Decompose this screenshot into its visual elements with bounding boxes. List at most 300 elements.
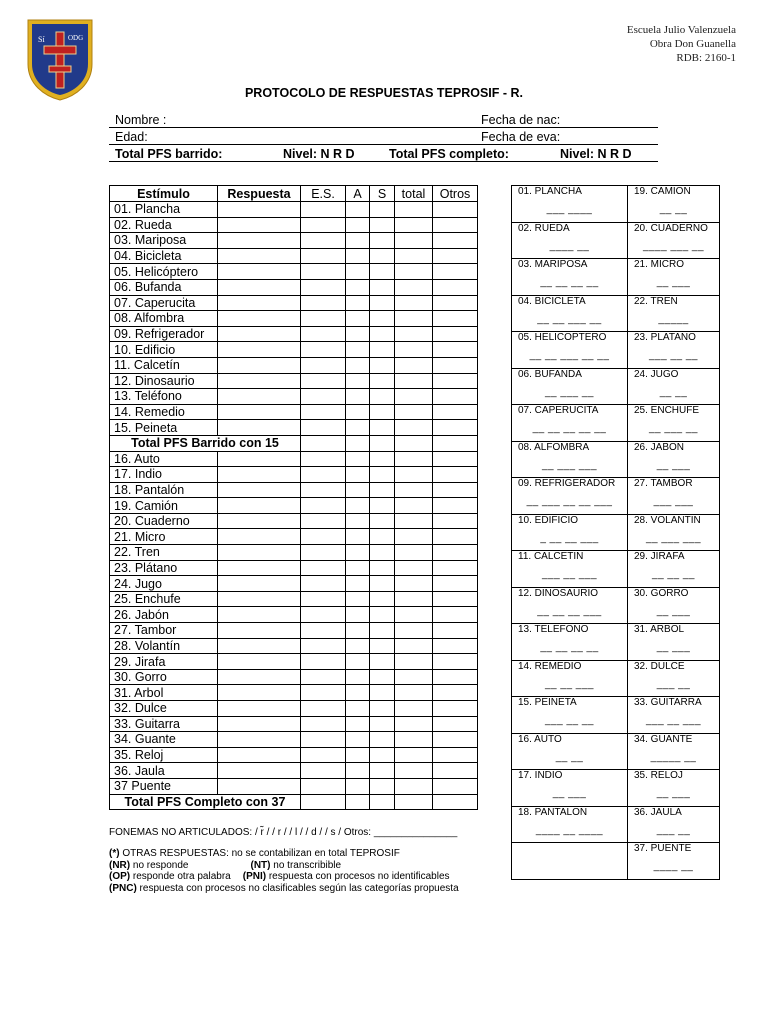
s-cell[interactable] [370,404,395,420]
syllable-cell[interactable] [512,624,628,661]
syllable-cell[interactable] [512,222,628,259]
otros-cell[interactable] [433,420,478,436]
a-cell[interactable] [346,326,370,342]
es-cell[interactable] [301,794,346,810]
a-cell[interactable] [346,576,370,592]
otros-cell[interactable] [433,264,478,280]
a-cell[interactable] [346,763,370,779]
otros-cell[interactable] [433,326,478,342]
es-cell[interactable] [301,482,346,498]
total-cell[interactable] [395,778,433,794]
syllable-cell[interactable] [628,624,720,661]
total-cell[interactable] [395,701,433,717]
otros-cell[interactable] [433,763,478,779]
total-cell[interactable] [395,420,433,436]
s-cell[interactable] [370,654,395,670]
a-cell[interactable] [346,701,370,717]
s-cell[interactable] [370,747,395,763]
otros-cell[interactable] [433,747,478,763]
syllable-blanks: __ __ ___ __ __ [529,350,610,361]
total-cell[interactable] [395,747,433,763]
syllable-cell[interactable] [512,697,628,734]
otros-cell[interactable] [433,529,478,545]
otros-cell[interactable] [433,295,478,311]
syllable-cell[interactable] [628,660,720,697]
a-cell[interactable] [346,451,370,467]
s-cell[interactable] [370,342,395,358]
s-cell[interactable] [370,638,395,654]
syllable-cell[interactable] [628,186,720,223]
otros-cell[interactable] [433,560,478,576]
es-cell[interactable] [301,747,346,763]
total-cell[interactable] [395,248,433,264]
respuesta-cell[interactable] [218,451,301,467]
respuesta-cell[interactable] [218,311,301,327]
respuesta-cell[interactable] [218,389,301,405]
respuesta-cell[interactable] [218,373,301,389]
estimulo-cell: 25. Enchufe [110,591,218,607]
s-cell[interactable] [370,482,395,498]
s-cell[interactable] [370,732,395,748]
table-row [110,389,478,405]
otros-cell[interactable] [433,311,478,327]
total-cell[interactable] [395,451,433,467]
total-cell[interactable] [395,311,433,327]
syllable-word-label: 06. BUFANDA [518,368,582,380]
es-cell[interactable] [301,685,346,701]
es-cell[interactable] [301,498,346,514]
syllable-cell[interactable] [512,441,628,478]
respuesta-cell[interactable] [218,202,301,218]
s-cell[interactable] [370,264,395,280]
s-cell[interactable] [370,607,395,623]
respuesta-cell[interactable] [218,326,301,342]
otros-cell[interactable] [433,498,478,514]
syllable-cell[interactable] [512,295,628,332]
otros-cell[interactable] [433,638,478,654]
es-cell[interactable] [301,435,346,451]
a-cell[interactable] [346,560,370,576]
table-row [110,326,478,342]
s-cell[interactable] [370,233,395,249]
estimulo-cell: 02. Rueda [110,217,218,233]
es-cell[interactable] [301,202,346,218]
otros-cell[interactable] [433,545,478,561]
respuesta-cell[interactable] [218,248,301,264]
a-cell[interactable] [346,279,370,295]
syllable-cell[interactable] [512,405,628,442]
total-cell[interactable] [395,264,433,280]
total-cell[interactable] [395,529,433,545]
header-row-age [109,128,658,145]
total-cell[interactable] [395,607,433,623]
otros-cell[interactable] [433,202,478,218]
respuesta-cell[interactable] [218,404,301,420]
syllable-row [512,405,720,442]
es-cell[interactable] [301,513,346,529]
s-cell[interactable] [370,513,395,529]
respuesta-cell[interactable] [218,716,301,732]
total-cell[interactable] [395,685,433,701]
syllable-cell[interactable] [512,551,628,588]
es-cell[interactable] [301,342,346,358]
s-cell[interactable] [370,529,395,545]
syllable-cell[interactable] [512,332,628,369]
total-cell[interactable] [395,326,433,342]
s-cell[interactable] [370,794,395,810]
syllable-cell[interactable] [628,441,720,478]
estimulo-cell: 19. Camión [110,498,218,514]
total-cell[interactable] [395,217,433,233]
total-cell[interactable] [395,357,433,373]
syllable-cell[interactable] [628,514,720,551]
es-cell[interactable] [301,295,346,311]
a-cell[interactable] [346,607,370,623]
a-cell[interactable] [346,389,370,405]
total-cell[interactable] [395,233,433,249]
school-organization: Obra Don Guanella [649,38,736,50]
syllable-cell[interactable] [512,770,628,807]
otros-cell[interactable] [433,233,478,249]
syllable-word-label: 31. ARBOL [634,624,685,635]
otros-cell[interactable] [433,623,478,639]
es-cell[interactable] [301,357,346,373]
es-cell[interactable] [301,420,346,436]
table-row [110,716,478,732]
respuesta-cell[interactable] [218,607,301,623]
syllable-cell[interactable] [628,222,720,259]
syllable-word-label: 24. JUGO [634,368,679,380]
respuesta-cell[interactable] [218,217,301,233]
syllable-word-label: 03. MARIPOSA [518,259,588,270]
es-cell[interactable] [301,778,346,794]
otros-cell[interactable] [433,685,478,701]
total-cell[interactable] [395,763,433,779]
respuesta-cell[interactable] [218,342,301,358]
syllable-blanks: __ __ [659,386,688,398]
syllable-cell[interactable] [628,368,720,405]
respuesta-cell[interactable] [218,654,301,670]
otros-cell[interactable] [433,591,478,607]
es-cell[interactable] [301,373,346,389]
s-cell[interactable] [370,357,395,373]
estimulo-cell: 34. Guante [110,732,218,748]
respuesta-cell[interactable] [218,357,301,373]
respuesta-cell[interactable] [218,638,301,654]
a-cell[interactable] [346,654,370,670]
syllable-blanks: _____ __ [650,751,697,763]
school-rdb: RDB: 2160-1 [676,52,736,64]
a-cell[interactable] [346,591,370,607]
a-cell[interactable] [346,248,370,264]
s-cell[interactable] [370,248,395,264]
total-cell[interactable] [395,794,433,810]
a-cell[interactable] [346,420,370,436]
total-cell[interactable] [395,202,433,218]
respuesta-cell[interactable] [218,701,301,717]
respuesta-cell[interactable] [218,279,301,295]
total-cell[interactable] [395,373,433,389]
syllable-cell[interactable] [512,514,628,551]
respuesta-cell[interactable] [218,732,301,748]
syllable-cell[interactable] [512,843,628,880]
otros-cell[interactable] [433,342,478,358]
respuesta-cell[interactable] [218,498,301,514]
respuesta-cell[interactable] [218,529,301,545]
syllable-cell[interactable] [512,660,628,697]
es-cell[interactable] [301,311,346,327]
total-cell[interactable] [395,482,433,498]
total-cell[interactable] [395,295,433,311]
es-cell[interactable] [301,326,346,342]
syllable-blanks: __ __ ___ [545,678,594,690]
respuesta-cell[interactable] [218,591,301,607]
a-cell[interactable] [346,482,370,498]
total-cell[interactable] [395,716,433,732]
otros-cell[interactable] [433,389,478,405]
otros-cell[interactable] [433,794,478,810]
s-cell[interactable] [370,326,395,342]
respuesta-cell[interactable] [218,264,301,280]
es-cell[interactable] [301,716,346,732]
a-cell[interactable] [346,794,370,810]
otros-cell[interactable] [433,279,478,295]
table-row [110,591,478,607]
es-cell[interactable] [301,654,346,670]
syllable-cell[interactable] [512,733,628,770]
total-cell[interactable] [395,435,433,451]
a-cell[interactable] [346,732,370,748]
estimulo-cell: 29. Jirafa [110,654,218,670]
otros-cell[interactable] [433,732,478,748]
a-cell[interactable] [346,545,370,561]
total-cell[interactable] [395,513,433,529]
otros-cell[interactable] [433,576,478,592]
total-cell[interactable] [395,467,433,483]
otros-cell[interactable] [433,716,478,732]
s-cell[interactable] [370,763,395,779]
s-cell[interactable] [370,560,395,576]
es-cell[interactable] [301,607,346,623]
otros-cell[interactable] [433,669,478,685]
s-cell[interactable] [370,217,395,233]
syllable-cell[interactable] [628,551,720,588]
s-cell[interactable] [370,451,395,467]
respuesta-cell[interactable] [218,233,301,249]
es-cell[interactable] [301,451,346,467]
s-cell[interactable] [370,716,395,732]
es-cell[interactable] [301,389,346,405]
respuesta-cell[interactable] [218,576,301,592]
s-cell[interactable] [370,623,395,639]
es-cell[interactable] [301,623,346,639]
respuesta-cell[interactable] [218,669,301,685]
respuesta-cell[interactable] [218,420,301,436]
es-cell[interactable] [301,701,346,717]
es-cell[interactable] [301,467,346,483]
total-cell[interactable] [395,576,433,592]
es-cell[interactable] [301,264,346,280]
a-cell[interactable] [346,311,370,327]
es-cell[interactable] [301,529,346,545]
otros-cell[interactable] [433,513,478,529]
syllable-cell[interactable] [628,259,720,296]
otros-cell[interactable] [433,482,478,498]
syllable-cell[interactable] [512,806,628,843]
a-cell[interactable] [346,778,370,794]
a-cell[interactable] [346,747,370,763]
syllable-cell[interactable] [628,587,720,624]
syllable-cell[interactable] [628,770,720,807]
syllable-cell[interactable] [512,368,628,405]
s-cell[interactable] [370,498,395,514]
syllable-cell[interactable] [628,733,720,770]
syllable-cell[interactable] [628,332,720,369]
syllable-cell[interactable] [512,259,628,296]
a-cell[interactable] [346,513,370,529]
s-cell[interactable] [370,778,395,794]
total-cell[interactable] [395,669,433,685]
s-cell[interactable] [370,545,395,561]
s-cell[interactable] [370,279,395,295]
a-cell[interactable] [346,498,370,514]
syllable-cell[interactable] [628,843,720,880]
respuesta-cell[interactable] [218,560,301,576]
otros-cell[interactable] [433,654,478,670]
a-cell[interactable] [346,685,370,701]
syllable-cell[interactable] [512,587,628,624]
s-cell[interactable] [370,669,395,685]
respuesta-cell[interactable] [218,685,301,701]
s-cell[interactable] [370,701,395,717]
s-cell[interactable] [370,295,395,311]
otros-cell[interactable] [433,217,478,233]
total-cell[interactable] [395,279,433,295]
s-cell[interactable] [370,311,395,327]
s-cell[interactable] [370,435,395,451]
a-cell[interactable] [346,529,370,545]
total-cell[interactable] [395,560,433,576]
es-cell[interactable] [301,404,346,420]
estimulo-cell: 31. Arbol [110,685,218,701]
total-cell[interactable] [395,404,433,420]
respuesta-cell[interactable] [218,623,301,639]
a-cell[interactable] [346,373,370,389]
s-cell[interactable] [370,202,395,218]
es-cell[interactable] [301,545,346,561]
es-cell[interactable] [301,248,346,264]
a-cell[interactable] [346,623,370,639]
syllable-cell[interactable] [628,806,720,843]
syllable-row [512,514,720,551]
es-cell[interactable] [301,669,346,685]
a-cell[interactable] [346,638,370,654]
es-cell[interactable] [301,217,346,233]
otros-cell[interactable] [433,701,478,717]
es-cell[interactable] [301,591,346,607]
es-cell[interactable] [301,638,346,654]
a-cell[interactable] [346,669,370,685]
respuesta-cell[interactable] [218,295,301,311]
syllable-cell[interactable] [628,478,720,515]
a-cell[interactable] [346,716,370,732]
total-cell[interactable] [395,389,433,405]
table-row [110,545,478,561]
s-cell[interactable] [370,373,395,389]
estimulo-cell: 20. Cuaderno [110,513,218,529]
syllable-blanks: __ ___ __ __ ___ [526,496,613,507]
patient-info-header [109,111,658,162]
otros-cell[interactable] [433,451,478,467]
otros-cell[interactable] [433,373,478,389]
syllable-blanks: __ ___ [656,277,691,288]
otros-cell[interactable] [433,357,478,373]
respuesta-cell[interactable] [218,747,301,763]
otros-cell[interactable] [433,467,478,483]
otros-cell[interactable] [433,778,478,794]
otros-cell[interactable] [433,248,478,264]
total-cell[interactable] [395,638,433,654]
s-cell[interactable] [370,576,395,592]
a-cell[interactable] [346,217,370,233]
es-cell[interactable] [301,576,346,592]
respuesta-cell[interactable] [218,763,301,779]
es-cell[interactable] [301,560,346,576]
a-cell[interactable] [346,233,370,249]
otros-cell[interactable] [433,435,478,451]
a-cell[interactable] [346,404,370,420]
a-cell[interactable] [346,435,370,451]
otros-cell[interactable] [433,607,478,623]
a-cell[interactable] [346,295,370,311]
respuesta-cell[interactable] [218,545,301,561]
a-cell[interactable] [346,467,370,483]
total-cell[interactable] [395,623,433,639]
s-cell[interactable] [370,591,395,607]
total-cell[interactable] [395,545,433,561]
a-cell[interactable] [346,342,370,358]
total-cell[interactable] [395,591,433,607]
a-cell[interactable] [346,357,370,373]
a-cell[interactable] [346,264,370,280]
syllable-cell[interactable] [628,697,720,734]
es-cell[interactable] [301,763,346,779]
estimulo-cell: 30. Gorro [110,669,218,685]
total-cell[interactable] [395,654,433,670]
s-cell[interactable] [370,420,395,436]
total-cell[interactable] [395,498,433,514]
respuesta-cell[interactable] [218,513,301,529]
es-cell[interactable] [301,279,346,295]
s-cell[interactable] [370,389,395,405]
respuesta-cell[interactable] [218,467,301,483]
es-cell[interactable] [301,233,346,249]
otros-cell[interactable] [433,404,478,420]
a-cell[interactable] [346,202,370,218]
s-cell[interactable] [370,467,395,483]
syllable-cell[interactable] [512,186,628,223]
respuesta-cell[interactable] [218,482,301,498]
syllable-cell[interactable] [512,478,628,515]
respuesta-cell[interactable] [218,778,301,794]
s-cell[interactable] [370,685,395,701]
syllable-cell[interactable] [628,405,720,442]
total-cell[interactable] [395,732,433,748]
es-cell[interactable] [301,732,346,748]
syllable-cell[interactable] [628,295,720,332]
total-cell[interactable] [395,342,433,358]
subtotal-row [110,435,478,451]
